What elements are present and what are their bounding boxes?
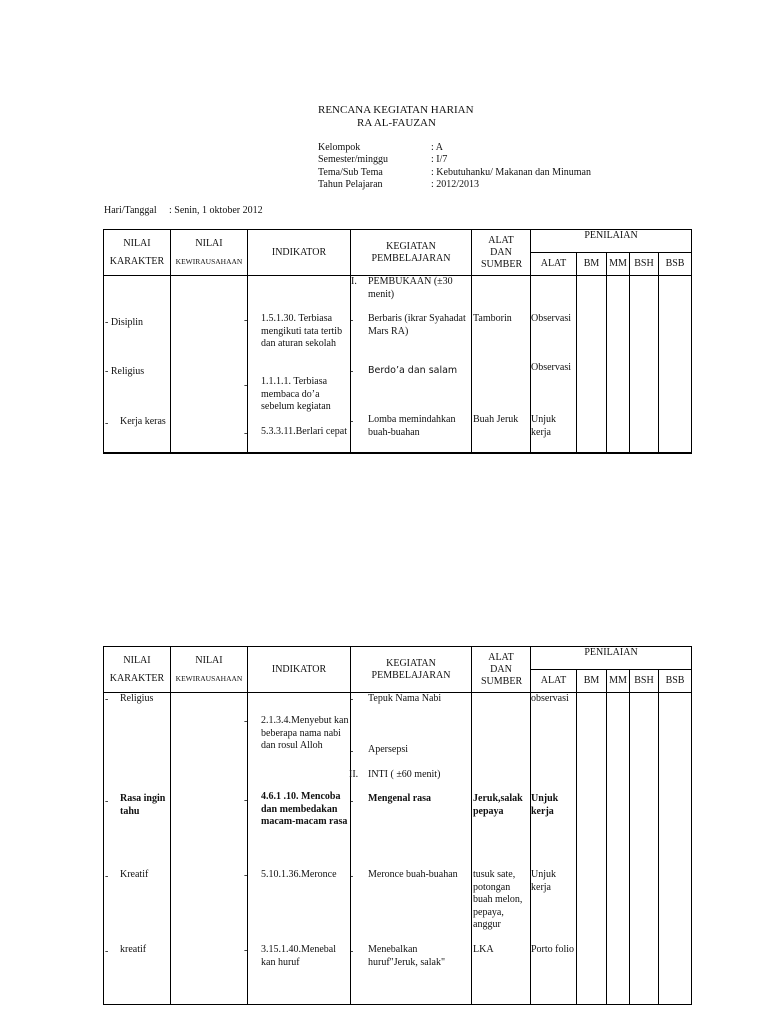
penilaian-alat-text: Unjuk kerja <box>531 869 556 893</box>
indikator-text: 4.6.1 .10. Mencoba dan membedakan macam-macam rasa <box>261 791 348 827</box>
kegiatan-text: Meronce buah-buahan <box>368 869 458 880</box>
alat-sumber-text: Tamborin <box>473 313 512 324</box>
karakter-dash: - <box>105 418 109 429</box>
info-label-kelompok: Kelompok <box>318 142 361 153</box>
header-bsh: BSH <box>630 670 659 693</box>
cell-bm <box>577 276 607 453</box>
kegiatan-text: Berbaris (ikrar Syahadat Mars RA) <box>368 313 466 337</box>
info-label-tahun: Tahun Pelajaran <box>318 179 383 190</box>
info-label-semester: Semester/minggu <box>318 154 388 165</box>
penilaian-alat-text: observasi <box>531 693 569 704</box>
cell-penilaian-alat <box>531 276 577 453</box>
indikator-bullet: - <box>244 945 248 956</box>
header-alat-sumber: ALAT DAN SUMBER <box>472 230 531 276</box>
info-value-tema: : Kebutuhanku/ Makanan dan Minuman <box>431 167 591 178</box>
indikator-bullet: - <box>244 716 248 727</box>
alat-sumber-text: tusuk sate, potongan buah melon, pepaya, anggur <box>473 869 523 930</box>
header-indikator: INDIKATOR <box>248 647 351 693</box>
penilaian-alat-text: Unjuk kerja <box>531 793 559 817</box>
indikator-bullet: - <box>244 428 248 439</box>
penilaian-alat-text: Porto folio <box>531 944 575 955</box>
kegiatan-text: Mengenal rasa <box>368 793 432 804</box>
activity-table-1 <box>103 229 692 454</box>
cell-mm <box>607 693 630 1005</box>
cell-bsh <box>630 693 659 1005</box>
karakter-religius: Religius <box>120 693 154 704</box>
karakter-kerja-keras: Kerja keras <box>120 416 166 427</box>
karakter-bullet: - <box>105 796 109 807</box>
karakter-disiplin: - Disiplin <box>105 317 144 328</box>
karakter-kreatif: kreatif <box>120 944 147 955</box>
indikator-text: 1.5.1.30. Terbiasa mengikuti tata tertib dan aturan sekolah <box>261 313 343 349</box>
header-kegiatan: KEGIATAN PEMBELAJARAN <box>351 647 472 693</box>
indikator-text: 5.3.3.11.Berlari cepat <box>261 426 347 437</box>
kegiatan-text: Apersepsi <box>368 744 408 755</box>
info-value-semester: : I/7 <box>431 154 448 165</box>
info-label-tema: Tema/Sub Tema <box>318 167 383 178</box>
kegiatan-bullet: - <box>350 746 354 757</box>
karakter-rasa-ingin-tahu: Rasa ingin tahu <box>120 793 166 817</box>
kegiatan-text: PEMBUKAAN (±30 menit) <box>368 276 453 300</box>
header-mm: MM <box>607 253 630 276</box>
cell-karakter <box>104 693 171 1005</box>
header-bsh: BSH <box>630 253 659 276</box>
penilaian-alat-text: Observasi <box>531 362 571 373</box>
kegiatan-text: Menebalkan huruf"Jeruk, salak" <box>368 944 446 968</box>
info-value-kelompok: : A <box>431 142 443 153</box>
kegiatan-text: Lomba memindahkan buah-buahan <box>368 414 456 438</box>
alat-sumber-text: Buah Jeruk <box>473 414 519 425</box>
header-bsb: BSB <box>659 253 692 276</box>
header-mm: MM <box>607 670 630 693</box>
penilaian-alat-text: Unjuk kerja <box>531 414 556 438</box>
date-label: Hari/Tanggal <box>104 205 157 216</box>
cell-bsh <box>630 276 659 453</box>
indikator-bullet: - <box>244 795 248 806</box>
cell-bsb <box>659 276 692 453</box>
header-alat-sumber: ALAT DAN SUMBER <box>472 647 531 693</box>
indikator-text: 5.10.1.36.Meronce <box>261 869 337 880</box>
kegiatan-roman: I. <box>351 276 357 287</box>
kegiatan-bullet: - <box>350 946 354 957</box>
header-nilai-karakter: NILAI KARAKTER <box>104 230 171 276</box>
kegiatan-text: Tepuk Nama Nabi <box>368 693 442 704</box>
header-kegiatan: KEGIATAN PEMBELAJARAN <box>351 230 472 276</box>
header-penilaian-alat: ALAT <box>531 670 577 693</box>
kegiatan-bullet: - <box>350 315 354 326</box>
karakter-bullet: - <box>105 871 109 882</box>
cell-bsb <box>659 693 692 1005</box>
header-indikator: INDIKATOR <box>248 230 351 276</box>
cell-indikator <box>244 276 354 453</box>
document-title: RENCANA KEGIATAN HARIAN <box>318 104 474 116</box>
kegiatan-text: INTI ( ±60 menit) <box>368 769 441 780</box>
alat-sumber-text: LKA <box>473 944 494 955</box>
kegiatan-roman: II. <box>349 769 359 780</box>
indikator-bullet: - <box>244 380 248 391</box>
kegiatan-text: Berdo’a dan salam <box>368 365 458 376</box>
cell-kegiatan <box>351 276 472 453</box>
indikator-text: 1.1.1.1. Terbiasa membaca do’a sebelum kegiatan <box>261 376 331 412</box>
activity-table-2 <box>103 646 692 1005</box>
karakter-religius: - Religius <box>105 366 145 377</box>
cell-penilaian-alat <box>531 693 577 1005</box>
date-value: : Senin, 1 oktober 2012 <box>169 205 263 216</box>
cell-alat-sumber <box>472 693 531 1005</box>
header-penilaian-alat: ALAT <box>531 253 577 276</box>
kegiatan-bullet: - <box>350 366 354 377</box>
header-nilai-karakter: NILAI KARAKTER <box>104 647 171 693</box>
header-penilaian: PENILAIAN <box>531 647 692 670</box>
info-value-tahun: : 2012/2013 <box>431 179 480 190</box>
cell-bm <box>577 693 607 1005</box>
indikator-bullet: - <box>244 870 248 881</box>
kegiatan-bullet: - <box>350 871 354 882</box>
penilaian-alat-text: Observasi <box>531 313 571 324</box>
alat-sumber-text: Jeruk,salak pepaya <box>473 793 523 817</box>
kegiatan-bullet: - <box>350 796 354 807</box>
cell-kewirausahaan <box>171 276 248 453</box>
cell-kegiatan <box>351 693 472 1005</box>
cell-alat-sumber <box>472 276 531 453</box>
kegiatan-bullet: - <box>350 694 354 705</box>
karakter-bullet: - <box>105 694 109 705</box>
header-bm: BM <box>577 670 607 693</box>
header-bsb: BSB <box>659 670 692 693</box>
cell-kewirausahaan <box>171 693 248 1005</box>
karakter-bullet: - <box>105 946 109 957</box>
kegiatan-bullet: - <box>350 416 354 427</box>
indikator-text: 2.1.3.4.Menyebut kan beberapa nama nabi dan rosul Alloh <box>261 715 349 751</box>
cell-karakter <box>104 276 171 453</box>
header-nilai-kewirausahaan: NILAI KEWIRAUSAHAAN <box>171 230 248 276</box>
header-bm: BM <box>577 253 607 276</box>
karakter-kreatif: Kreatif <box>120 869 149 880</box>
cell-mm <box>607 276 630 453</box>
header-nilai-kewirausahaan: NILAI KEWIRAUSAHAAN <box>171 647 248 693</box>
indikator-bullet: - <box>244 315 248 326</box>
indikator-text: 3.15.1.40.Menebal kan huruf <box>261 944 336 968</box>
school-name: RA AL-FAUZAN <box>357 117 436 129</box>
header-penilaian: PENILAIAN <box>531 230 692 253</box>
